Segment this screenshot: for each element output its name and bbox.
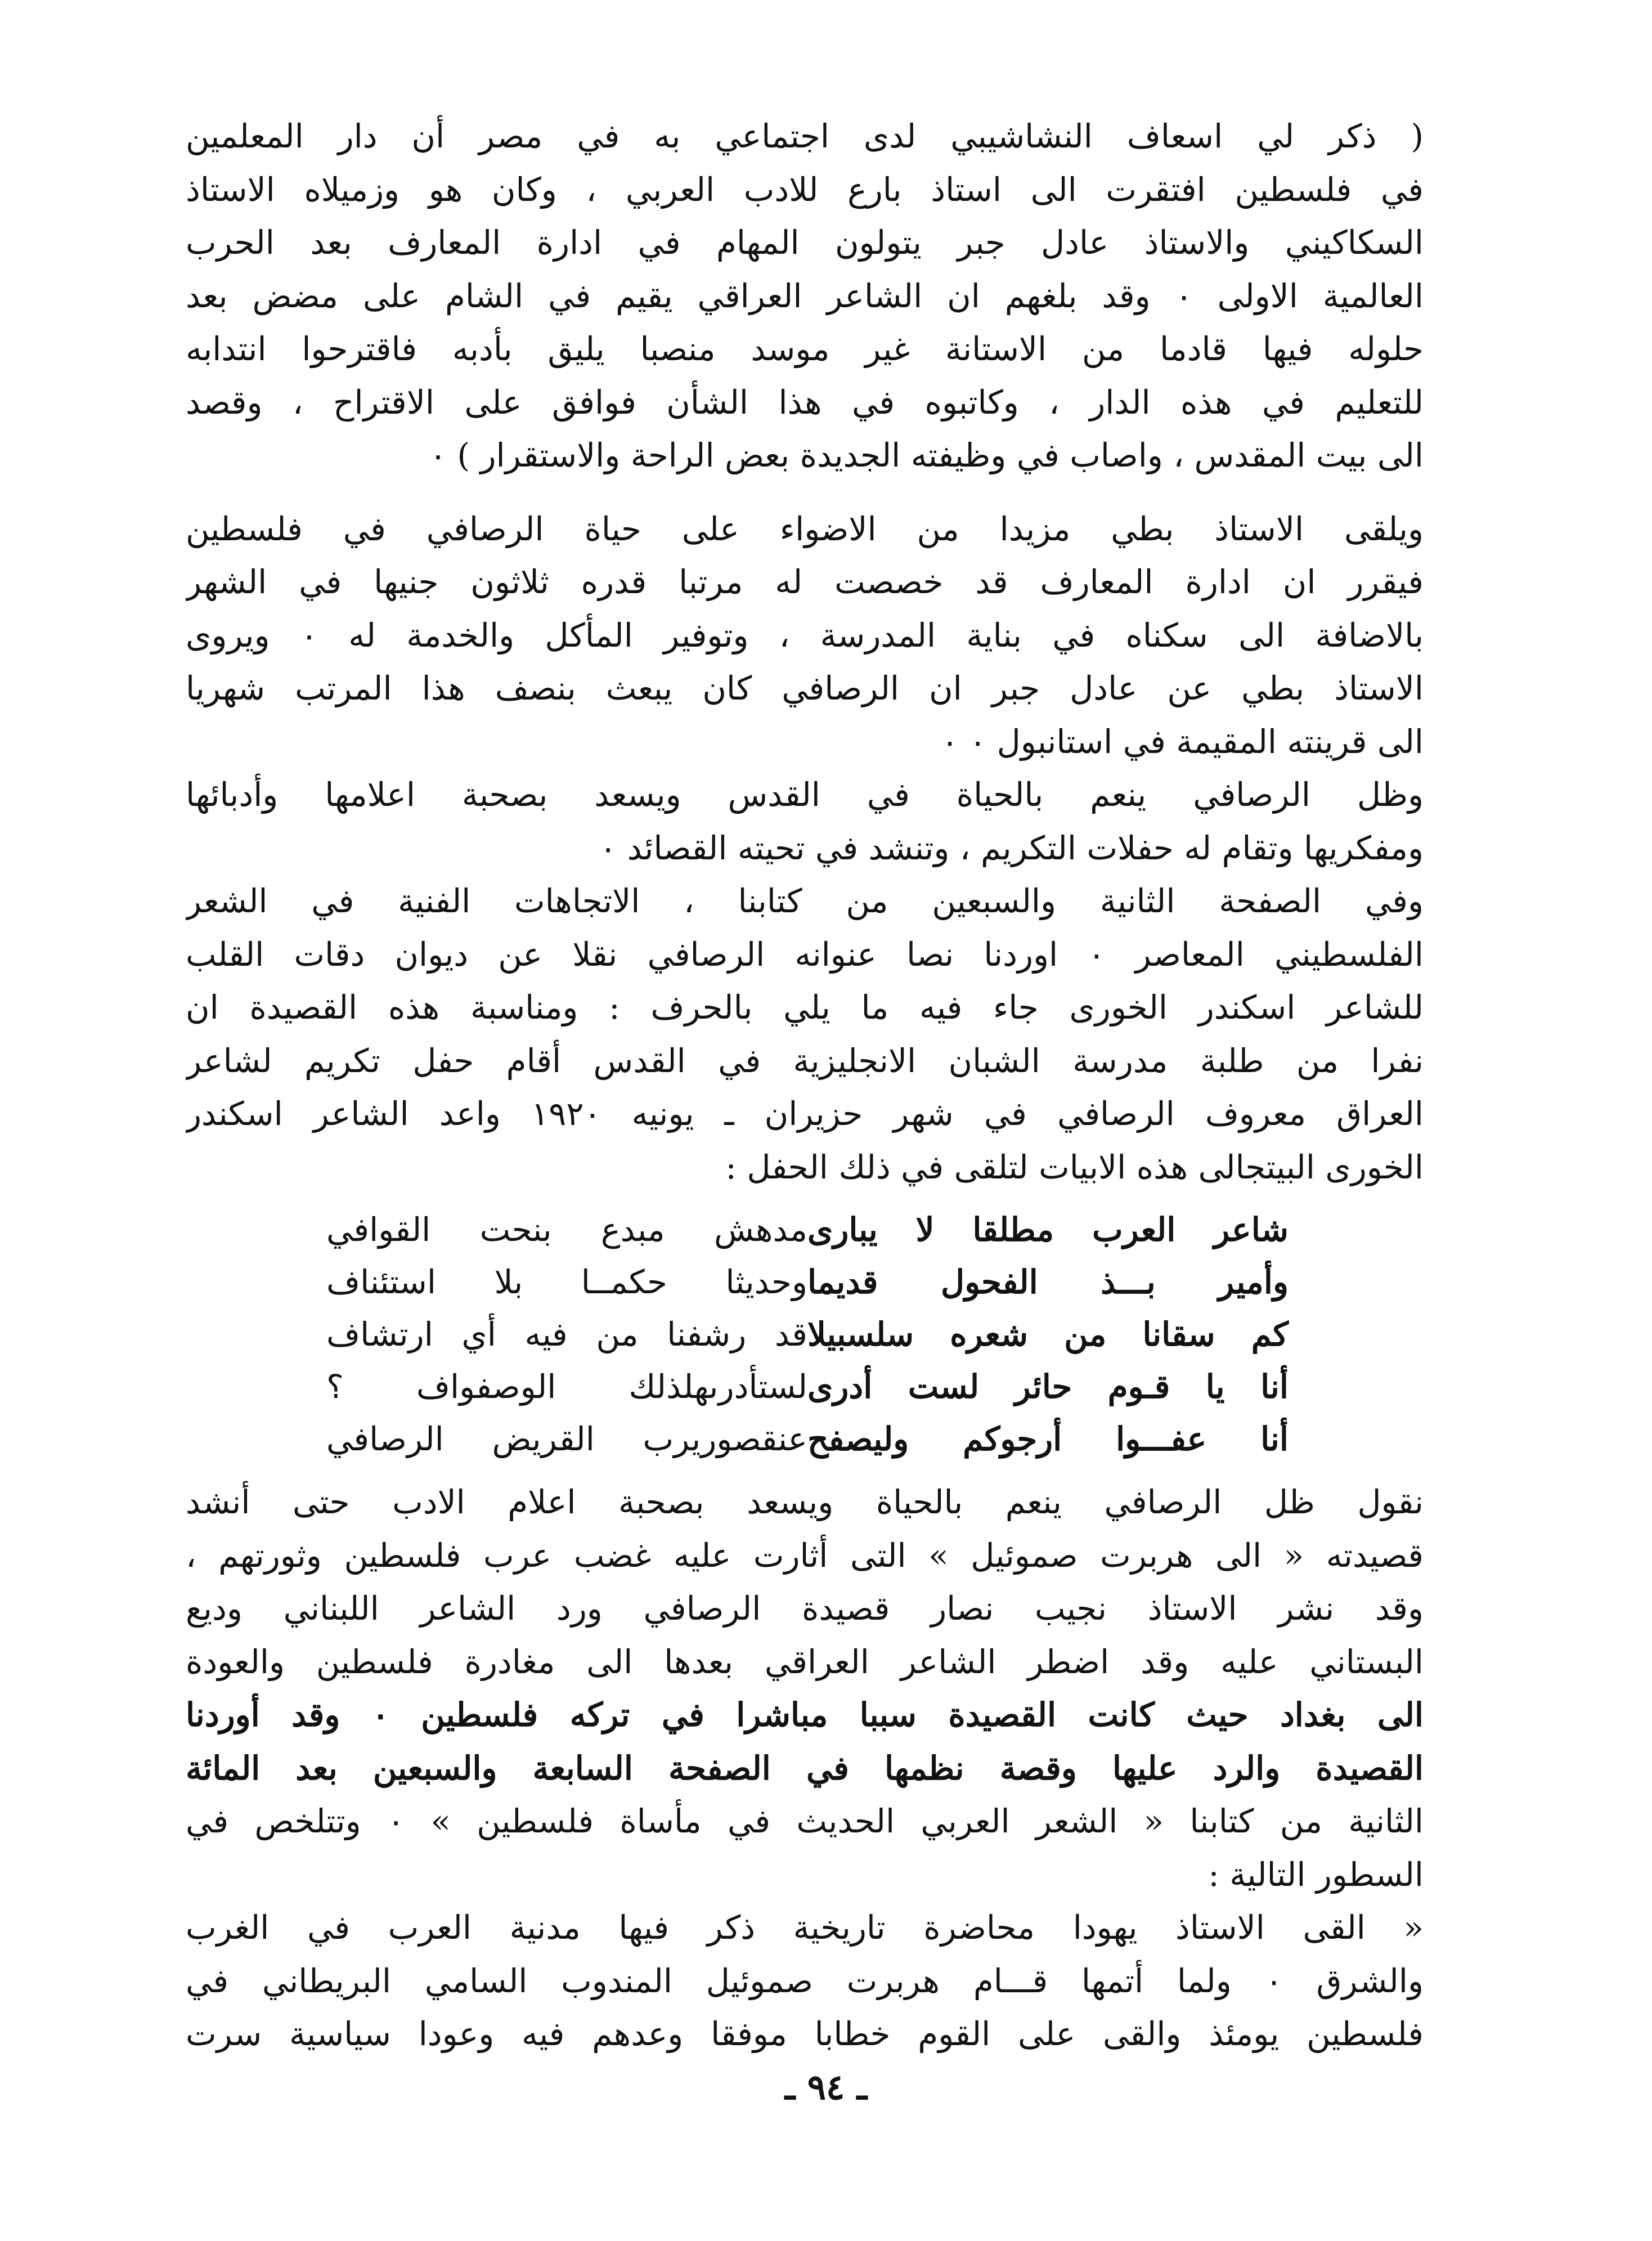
text-line: العالمية الاولى ٠ وقد بلغهم ان الشاعر العراقي يقيم في الشام على مضض بعد (186, 276, 1424, 315)
text-line: الى بيت المقدس ، واصاب في وظيفته الجديدة بعض الراحة والاستقرار ) ٠ (429, 436, 1424, 474)
verse-second-hemistich: عنقصوريرب القريض الرصافي (326, 1420, 807, 1458)
page-body (186, 110, 1424, 2061)
text-line: الثانية من كتابنا « الشعر العربي الحديث في مأساة فلسطين » ٠ وتتلخص في (186, 1802, 1424, 1840)
verse-second-hemistich: قد رشفنا من فيه أي ارتشاف (326, 1315, 807, 1353)
page-number: ـ ٩٤ ـ (784, 2067, 868, 2108)
text-line: الاستاذ بطي عن عادل جبر ان الرصافي كان يبعث بنصف هذا المرتب شهريا (186, 669, 1424, 707)
text-line: السكاكيني والاستاذ عادل جبر يتولون المهام في ادارة المعارف بعد الحرب (186, 223, 1424, 262)
text-line: ( ذكر لي اسعاف النشاشيبي لدى اجتماعي به في مصر أن دار المعلمين (186, 117, 1424, 155)
poem-verse (326, 1308, 1289, 1361)
verse-first-hemistich: أنا عفـــوا أرجوكم وليصفح (807, 1420, 1289, 1458)
text-line: ومفكريها وتقام له حفلات التكريم ، وتنشد في تحيته القصائد ٠ (599, 828, 1424, 867)
text-line: فيقرر ان ادارة المعارف قد خصصت له مرتبا قدره ثلاثون جنيها في الشهر (186, 563, 1424, 601)
verse-first-hemistich: شاعر العرب مطلقا لا يبارى (807, 1211, 1289, 1249)
text-line: وفي الصفحة الثانية والسبعين من كتابنا ، الاتجاهات الفنية في الشعر (186, 882, 1424, 920)
text-line: الى قرينته المقيمة في استانبول ٠ ٠ (941, 722, 1424, 761)
paragraph-1 (186, 110, 1424, 482)
paragraph-3 (186, 768, 1424, 875)
poem (186, 1204, 1424, 1465)
text-line: « القى الاستاذ يهودا محاضرة تاريخية ذكر فيها مدنية العرب في الغرب (186, 1908, 1424, 1947)
paragraph-5 (186, 1476, 1424, 1901)
poem-verse (326, 1413, 1289, 1465)
text-line: والشرق ٠ ولما أتمها قـــام هربرت صموئيل المندوب السامي البريطاني في (186, 1961, 1424, 2000)
poem-verse (326, 1204, 1289, 1256)
text-line: نقول ظل الرصافي ينعم بالحياة ويسعد بصحبة اعلام الادب حتى أنشد (186, 1483, 1424, 1521)
text-line: القصيدة والرد عليها وقصة نظمها في الصفحة السابعة والسبعين بعد المائة (186, 1749, 1424, 1787)
text-line: بالاضافة الى سكناه في بناية المدرسة ، وتوفير المأكل والخدمة له ٠ ويروى (186, 616, 1424, 655)
text-line: وظل الرصافي ينعم بالحياة في القدس ويسعد بصحبة اعلامها وأدبائها (186, 776, 1424, 814)
paragraph-2 (186, 503, 1424, 769)
text-line: للتعليم في هذه الدار ، وكاتبوه في هذا الشأن فوافق على الاقتراح ، وقصد (186, 383, 1424, 422)
text-line: ويلقى الاستاذ بطي مزيدا من الاضواء على حياة الرصافي في فلسطين (186, 509, 1424, 548)
text-line: في فلسطين افتقرت الى استاذ بارع للادب العربي ، وكان هو وزميلاه الاستاذ (186, 170, 1424, 209)
verse-first-hemistich: أنا يا قـوم حائر لست أدرى (807, 1368, 1289, 1406)
text-line: نفرا من طلبة مدرسة الشبان الانجليزية في القدس أقام حفل تكريم لشاعر (186, 1041, 1424, 1080)
poem-verse (326, 1361, 1289, 1413)
text-line: السطور التالية : (1208, 1855, 1424, 1894)
paragraph-6 (186, 1901, 1424, 2061)
verse-first-hemistich: كم سقانا من شعره سلسبيلا (807, 1315, 1289, 1353)
text-line: حلوله فيها قادما من الاستانة غير موسد منصبا يليق بأدبه فاقترحوا انتدابه (186, 330, 1424, 368)
text-line: الى بغداد حيث كانت القصيدة سببا مباشرا في تركه فلسطين ٠ وقد أوردنا (186, 1696, 1424, 1734)
text-line: العراق معروف الرصافي في شهر حزيران ـ يونيه ١٩٢٠ واعد الشاعر اسكندر (186, 1095, 1424, 1133)
text-line: قصيدته « الى هربرت صموئيل » التى أثارت عليه غضب عرب فلسطين وثورتهم ، (186, 1536, 1424, 1575)
text-line: وقد نشر الاستاذ نجيب نصار قصيدة الرصافي ورد الشاعر اللبناني وديع (186, 1589, 1424, 1628)
paragraph-4 (186, 875, 1424, 1194)
text-line: للشاعر اسكندر الخورى جاء فيه ما يلي بالحرف : ومناسبة هذه القصيدة ان (186, 988, 1424, 1027)
poem-verse (326, 1256, 1289, 1308)
text-line: البستاني عليه وقد اضطر الشاعر العراقي بعدها الى مغادرة فلسطين والعودة (186, 1642, 1424, 1681)
verse-first-hemistich: وأمير بـــذ الفحول قديما (807, 1263, 1289, 1301)
verse-second-hemistich: مدهش مبدع بنحت القوافي (326, 1211, 807, 1249)
text-line: الخورى البيتجالى هذه الابيات لتلقى في ذلك الحفل : (725, 1148, 1424, 1186)
verse-second-hemistich: لستأدرىهلذلك الوصفواف ؟ (326, 1368, 807, 1406)
verse-second-hemistich: وحديثا حكمــا بلا استئناف (326, 1263, 807, 1301)
text-line: الفلسطيني المعاصر ٠ اوردنا نصا عنوانه الرصافي نقلا عن ديوان دقات القلب (186, 935, 1424, 974)
text-line: فلسطين يومئذ والقى على القوم خطابا موفقا وعدهم فيه وعودا سياسية سرت (186, 2015, 1424, 2053)
